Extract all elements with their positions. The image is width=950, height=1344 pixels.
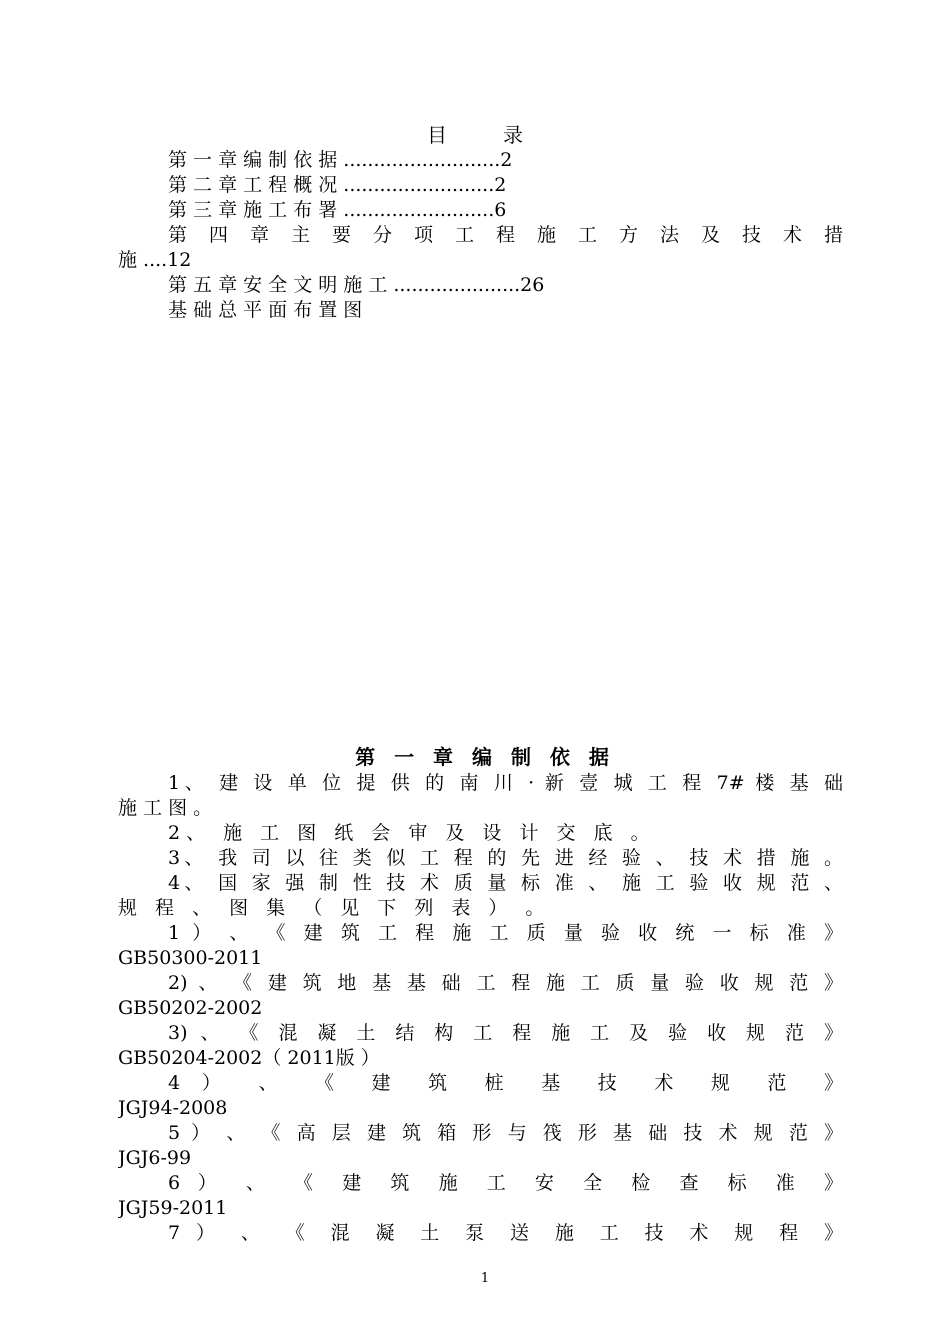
para-4: 4、 国 家 强 制 性 技 术 质 量 标 准 、 施 工 验 收 规 范 、 [168,872,843,894]
toc-title-char-2: 录 [503,123,523,147]
toc-entry-3: 第 三 章 施 工 布 署 .........................6 [168,199,507,221]
standard-7: 7 ） 、 《 混 凝 土 泵 送 施 工 技 术 规 程 》 [168,1222,843,1244]
para-2: 2、 施 工 图 纸 会 审 及 设 计 交 底 。 [168,822,656,844]
para-3: 3、 我 司 以 往 类 似 工 程 的 先 进 经 验 、 技 术 措 施 。 [168,847,843,869]
toc-entry-5: 第 五 章 安 全 文 明 施 工 .....................26 [168,274,545,296]
toc-entry-1: 第 一 章 编 制 依 据 ..........................2 [168,149,513,171]
standard-2-code: GB50202-2002 [118,997,263,1019]
standard-4: 4 ） 、 《 建 筑 桩 基 技 术 规 范 》 [168,1072,843,1094]
standard-3-code: GB50204-2002（ 2011版 ） [118,1047,380,1069]
standard-3: 3) 、 《 混 凝 土 结 构 工 程 施 工 及 验 收 规 范 》 [168,1022,843,1044]
standard-2: 2) 、 《 建 筑 地 基 基 础 工 程 施 工 质 量 验 收 规 范 》 [168,972,843,994]
toc-entry-2: 第 二 章 工 程 概 况 .........................2 [168,174,507,196]
standard-5-code: JGJ6-99 [118,1147,192,1169]
standard-5: 5 ） 、 《 高 层 建 筑 箱 形 与 筏 形 基 础 技 术 规 范 》 [168,1122,843,1144]
para-1-cont: 施 工 图 。 [118,797,213,819]
para-1: 1、 建 设 单 位 提 供 的 南 川 · 新 壹 城 工 程 7# 楼 基 础 [168,772,843,794]
toc-title [0,123,950,148]
toc-entry-6: 基 础 总 平 面 布 置 图 [168,299,363,321]
para-4-cont: 规 程 、 图 集 （ 见 下 列 表 ） 。 [118,897,551,919]
page-number: 1 [480,1271,490,1286]
toc-title-char-1: 目 [427,123,447,147]
standard-4-code: JGJ94-2008 [118,1097,228,1119]
standard-1: 1 ） 、 《 建 筑 工 程 施 工 质 量 验 收 统 一 标 准 》 [168,922,843,944]
standard-6: 6 ） 、 《 建 筑 施 工 安 全 检 查 标 准 》 [168,1172,843,1194]
standard-1-code: GB50300-2011 [118,947,263,969]
chapter-title: 第 一 章 编 制 依 据 [355,745,615,769]
toc-entry-4-cont: 施 ....12 [118,249,192,271]
toc-entry-4: 第 四 章 主 要 分 项 工 程 施 工 方 法 及 技 术 措 [168,224,843,246]
standard-6-code: JGJ59-2011 [118,1197,228,1219]
